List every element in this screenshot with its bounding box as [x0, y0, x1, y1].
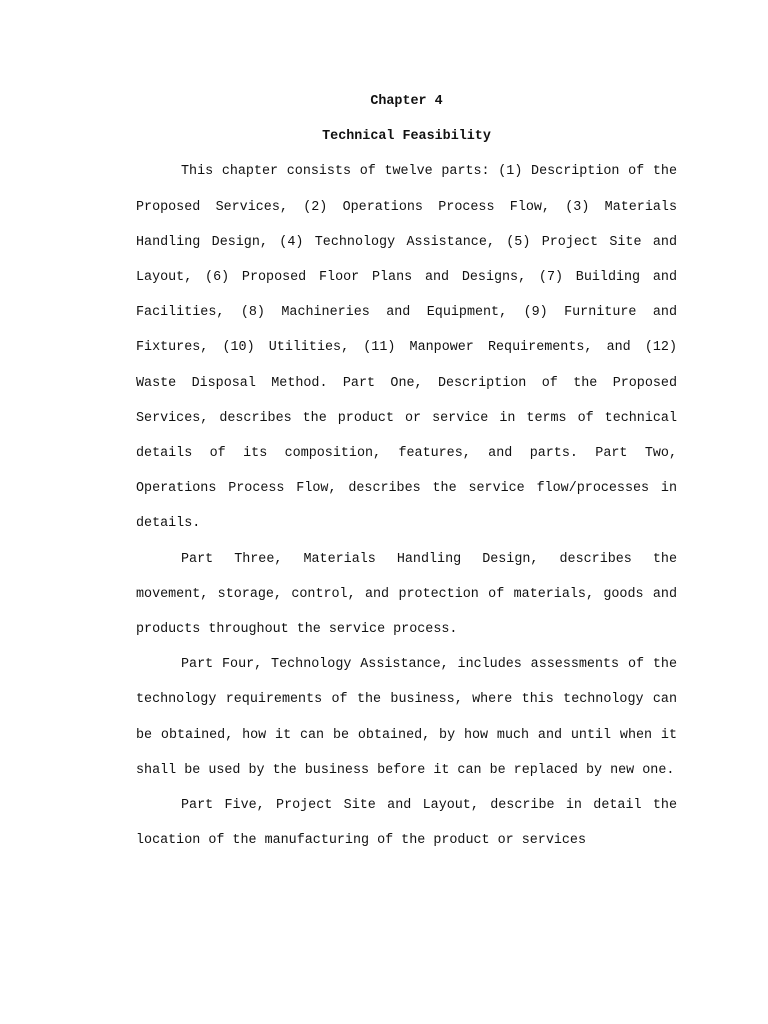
paragraph-intro: This chapter consists of twelve parts: (1) Description of the Proposed Services, (2) Operations Process Flow, (3) Materials Handling Design, (4) Technology Assistance, (5) Project Site and Layout, (6) Proposed Floor Plans and Designs, (7) Building and Facilities, (8) Machineries and Equipment, (9) Furniture and Fixtures, (10) Utilities, (11) Manpower Requirements, and (12) Waste Disposal Method. Part One, Description of the Proposed Services, describes the product or service in terms of technical details of its composition, features, and parts. Part Two, Operations Process Flow, describes the service flow/processes in details.: [136, 164, 677, 532]
paragraph-part-four: Part Four, Technology Assistance, includes assessments of the technology requirements of the business, where this technology can be obtained, how it can be obtained, by how much and until when it shall be used by the business before it can be replaced by new one.: [136, 657, 677, 778]
chapter-label: Chapter 4: [370, 94, 443, 109]
paragraph-part-three: Part Three, Materials Handling Design, describes the movement, storage, control, and protection of materials, goods and products throughout the service process.: [136, 551, 677, 638]
document-page: [136, 84, 677, 858]
paragraph-part-five: Part Five, Project Site and Layout, describe in detail the location of the manufacturing of the product or services: [136, 798, 677, 849]
chapter-title: Technical Feasibility: [322, 129, 491, 145]
